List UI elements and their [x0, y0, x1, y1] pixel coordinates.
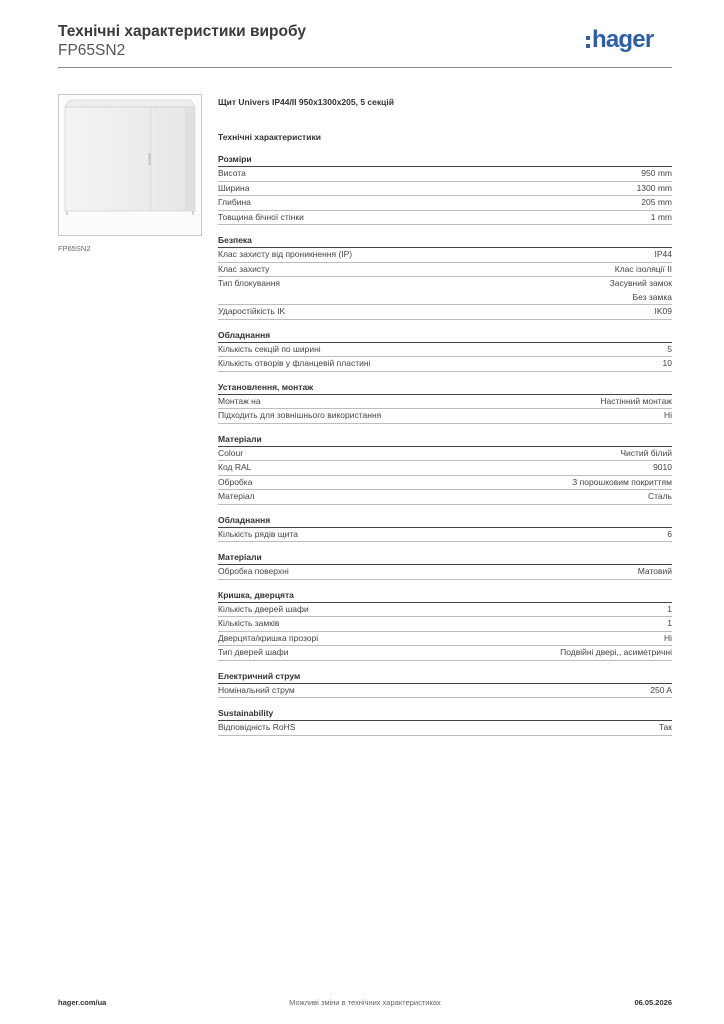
footer-disclaimer: Можливі зміни в технічних характеристиках [289, 998, 441, 1007]
spec-value-line: Матовий [637, 566, 672, 576]
spec-value [615, 263, 672, 277]
spec-value [651, 211, 672, 225]
spec-value [648, 490, 672, 504]
spec-section [218, 589, 672, 661]
spec-section [218, 329, 672, 372]
spec-label: Кількість рядів щита [218, 528, 298, 539]
spec-heading: Технічні характеристики [218, 132, 321, 142]
spec-value [655, 248, 673, 262]
logo-wordmark: hager [592, 26, 654, 53]
spec-value-line: 950 mm [641, 168, 672, 178]
spec-row [218, 395, 672, 410]
spec-value-line: Так [658, 722, 672, 732]
spec-row [218, 684, 672, 699]
spec-value-line: Клас ізоляції II [614, 263, 672, 274]
spec-label: Глибина [218, 197, 251, 207]
spec-label: Монтаж на [218, 395, 261, 406]
section-title: Електричний струм [218, 670, 672, 684]
spec-value [664, 632, 672, 646]
spec-label: Відповідність RoHS [218, 722, 296, 732]
spec-value-line: Без замка [632, 291, 672, 302]
logo-dots-icon [586, 36, 590, 52]
spec-section [218, 381, 672, 424]
spec-label: Обробка поверхні [218, 566, 289, 576]
spec-value-line: Чистий білий [620, 447, 672, 458]
spec-row [218, 357, 672, 372]
spec-value [560, 646, 672, 660]
spec-label: Кількість отворів у фланцевій пластині [218, 358, 371, 368]
spec-label: Матеріал [218, 491, 255, 501]
spec-section [218, 670, 672, 699]
spec-label: Обробка [218, 476, 253, 487]
section-title: Безпека [218, 234, 672, 248]
spec-row [218, 565, 672, 580]
spec-row [218, 447, 672, 462]
section-title: Обладнання [218, 329, 672, 343]
spec-value-line: 9010 [653, 462, 672, 472]
spec-value-line: Подвійні двері,, асиметричні [560, 647, 672, 657]
spec-label: Номінальний струм [218, 684, 295, 695]
spec-value [659, 721, 672, 735]
spec-value-line: 1 [667, 618, 672, 628]
spec-value [641, 196, 672, 210]
spec-row [218, 632, 672, 647]
product-image-caption: FP65SN2 [58, 244, 91, 253]
spec-row [218, 343, 672, 358]
spec-section [218, 514, 672, 543]
spec-row [218, 196, 672, 211]
spec-value [641, 167, 672, 181]
spec-value [667, 343, 672, 357]
section-title: Матеріали [218, 551, 672, 565]
spec-label: Ширина [218, 182, 250, 193]
spec-section [218, 707, 672, 736]
spec-value-line: 6 [667, 528, 672, 539]
spec-section [218, 234, 672, 320]
product-code: FP65SN2 [58, 42, 126, 59]
spec-value-line: IK09 [654, 306, 672, 316]
spec-value-line: IP44 [654, 249, 672, 259]
spec-row [218, 528, 672, 543]
spec-label: Дверцята/кришка прозорі [218, 632, 319, 643]
spec-content [218, 95, 672, 736]
spec-label: Підходить для зовнішнього використання [218, 410, 382, 420]
spec-value-line: Сталь [647, 491, 672, 501]
hager-logo [586, 28, 672, 56]
spec-value [655, 305, 673, 319]
spec-label: Кількість замків [218, 618, 280, 628]
spec-value [664, 409, 672, 423]
spec-value [620, 447, 672, 461]
spec-value [610, 277, 672, 304]
spec-section [218, 551, 672, 580]
spec-value-line: Засувний замок [609, 278, 672, 288]
spec-row [218, 248, 672, 263]
section-title: Розміри [218, 153, 672, 167]
spec-value [667, 603, 672, 617]
spec-label: Ударостійкість IK [218, 306, 286, 316]
spec-row [218, 305, 672, 320]
spec-value [663, 357, 672, 371]
spec-row [218, 646, 672, 661]
spec-value-line: З порошковим покриттям [572, 476, 672, 487]
product-image [58, 94, 202, 236]
section-title: Матеріали [218, 433, 672, 447]
footer-date: 06.05.2026 [634, 998, 672, 1007]
spec-label: Клас захисту від проникнення (IP) [218, 249, 353, 259]
spec-value [667, 617, 672, 631]
spec-value-line: Настінний монтаж [600, 395, 672, 406]
spec-value-line: 5 [667, 343, 672, 354]
spec-row [218, 167, 672, 182]
spec-value-line: 205 mm [641, 197, 672, 207]
spec-label: Клас захисту [218, 263, 270, 274]
page-header [58, 22, 306, 60]
section-title: Обладнання [218, 514, 672, 528]
spec-row [218, 409, 672, 424]
spec-label: Тип блокування [218, 278, 281, 288]
spec-value-line: 250 A [650, 684, 672, 695]
spec-row [218, 490, 672, 505]
spec-row [218, 277, 672, 305]
spec-section [218, 433, 672, 505]
spec-sections [218, 153, 672, 736]
product-name: Щит Univers IP44/II 950x1300x205, 5 секцій [218, 97, 394, 107]
spec-value [667, 528, 672, 542]
section-title: Кришка, дверцята [218, 589, 672, 603]
spec-label: Тип дверей шафи [218, 647, 289, 657]
spec-row [218, 617, 672, 632]
spec-section [218, 153, 672, 225]
spec-row [218, 263, 672, 278]
header-divider [58, 67, 672, 68]
spec-value-line: 1 mm [650, 211, 672, 222]
page-title: Технічні характеристики виробу [58, 23, 306, 40]
spec-label: Кількість дверей шафи [218, 603, 309, 614]
spec-value-line: Ні [663, 632, 672, 643]
spec-row [218, 476, 672, 491]
spec-row [218, 721, 672, 736]
spec-value-line: Ні [663, 410, 672, 420]
spec-label: Висота [218, 168, 246, 178]
spec-label: Код RAL [218, 462, 252, 472]
section-title: Установлення, монтаж [218, 381, 672, 395]
footer-website: hager.com/ua [58, 998, 107, 1007]
spec-value [637, 182, 672, 196]
spec-label: Кількість секцій по ширині [218, 343, 321, 354]
spec-row [218, 461, 672, 476]
spec-value [650, 684, 672, 698]
spec-value [653, 461, 672, 475]
spec-row [218, 182, 672, 197]
spec-value [600, 395, 672, 409]
spec-value-line: 1300 mm [636, 182, 672, 193]
spec-value-line: 1 [667, 603, 672, 614]
section-title: Sustainability [218, 707, 672, 721]
spec-label: Colour [218, 447, 244, 458]
enclosure-illustration-icon [59, 95, 201, 235]
spec-value [572, 476, 672, 490]
spec-row [218, 211, 672, 226]
spec-row [218, 603, 672, 618]
spec-value-line: 10 [662, 358, 672, 368]
spec-label: Товщина бічної стінки [218, 211, 304, 222]
spec-value [638, 565, 672, 579]
